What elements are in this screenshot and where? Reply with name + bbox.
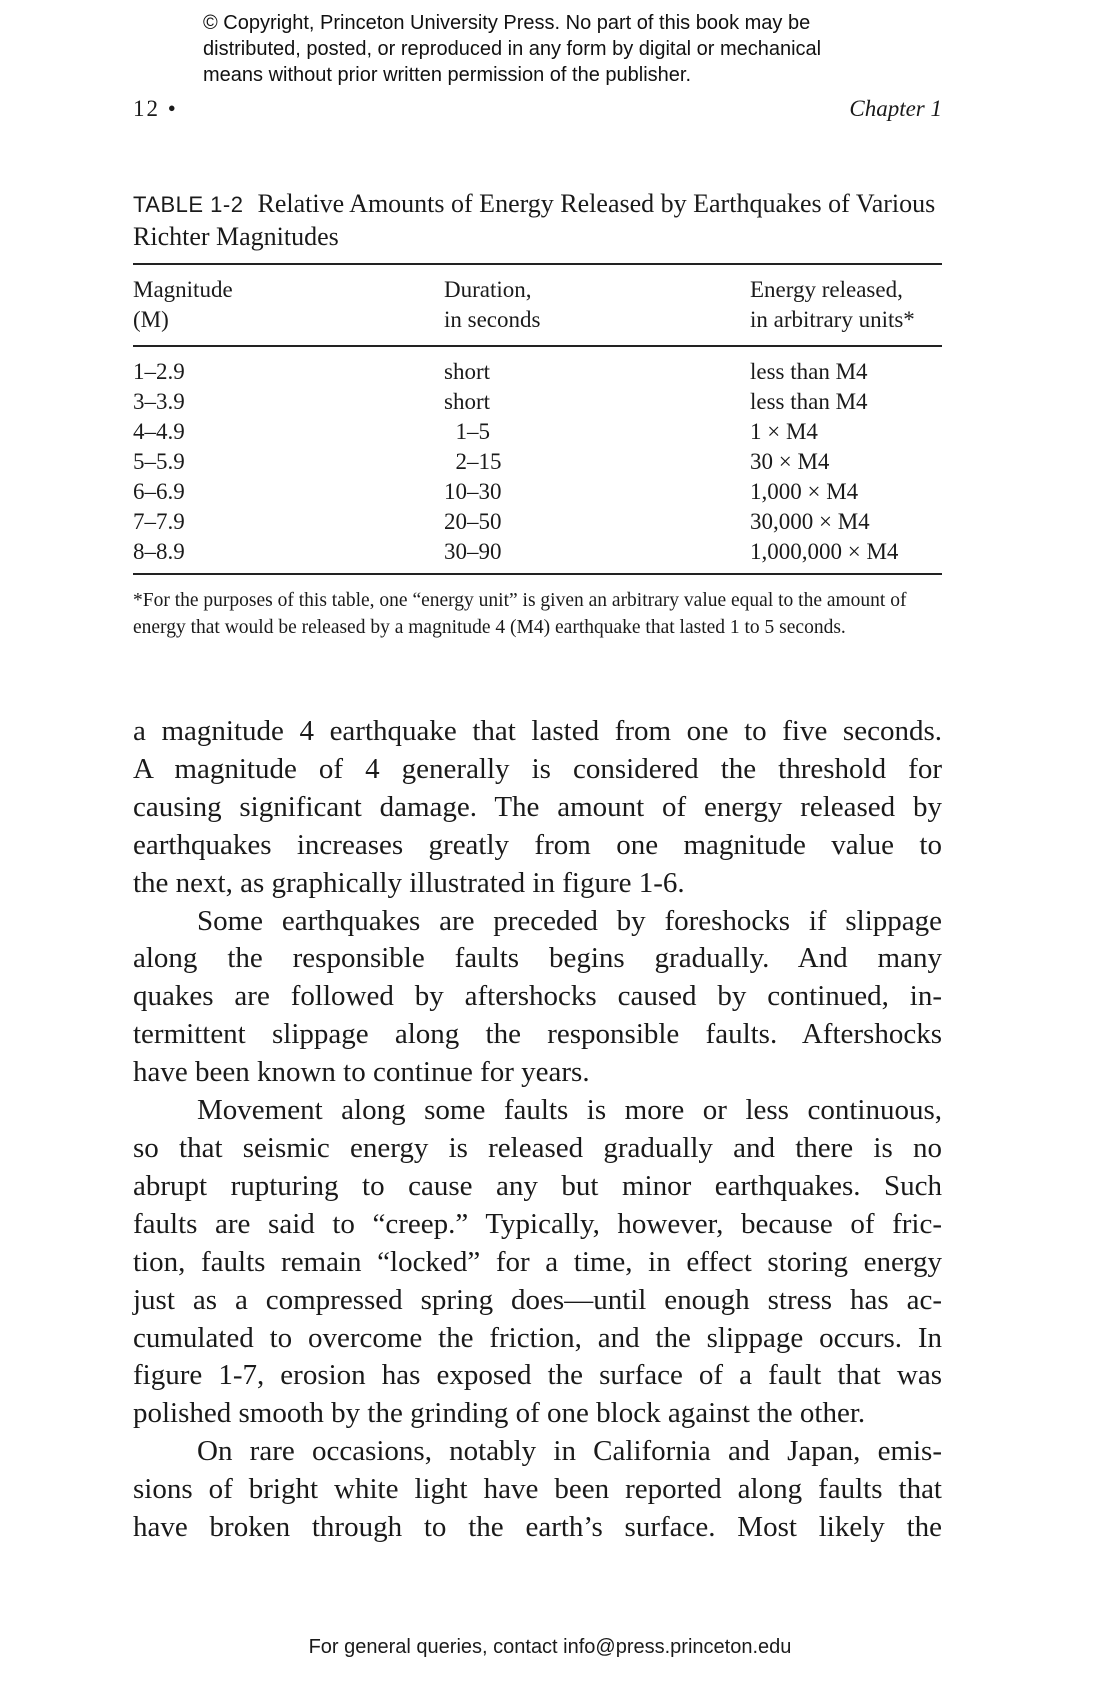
table-row — [133, 417, 942, 447]
text-line: earthquakes increases greatly from one magnitude value to — [133, 828, 942, 861]
table-body — [133, 357, 942, 567]
table-header-cell: Energy released, — [750, 277, 903, 302]
table-cell: 30–90 — [444, 539, 502, 564]
text-line: have broken through to the earth’s surface. Most likely the — [133, 1511, 942, 1544]
text-line: Some earthquakes are preceded by foreshocks if slippage — [197, 904, 942, 937]
text-line: a magnitude 4 earthquake that lasted from one to five seconds. — [133, 715, 942, 747]
table-row — [133, 537, 942, 567]
table-cell: 1–2.9 — [133, 359, 185, 384]
table-header-row — [133, 305, 942, 335]
text-line: On rare occasions, notably in California and Japan, emis- — [197, 1435, 942, 1468]
table-cell: 3–3.9 — [133, 389, 185, 414]
table-cell: 4–4.9 — [133, 419, 185, 444]
page-number: 12 • — [133, 96, 178, 121]
copyright-line: distributed, posted, or reproduced in any form by digital or mechanical — [203, 38, 822, 60]
table-row — [133, 507, 942, 537]
text-line: have been known to continue for years. — [133, 1056, 590, 1089]
table-label: TABLE 1-2 — [133, 192, 244, 217]
table-header-cell: Duration, — [444, 277, 532, 302]
table-cell: 1,000,000 × M4 — [750, 539, 899, 564]
text-line: causing significant damage. The amount of energy released by — [133, 790, 942, 823]
text-line: just as a compressed spring does—until enough stress has ac- — [133, 1283, 942, 1316]
table-cell: 30 × M4 — [750, 449, 830, 474]
table-cell: short — [444, 359, 490, 384]
table-bottom-rule — [133, 573, 942, 575]
table-row — [133, 477, 942, 507]
table-cell: 1 × M4 — [750, 419, 818, 444]
table-cell: 8–8.9 — [133, 539, 185, 564]
table-row — [133, 357, 942, 387]
table-top-rule — [133, 263, 942, 265]
table-cell: 20–50 — [444, 509, 502, 534]
text-line: A magnitude of 4 generally is considered the threshold for — [133, 752, 942, 785]
text-line: tion, faults remain “locked” for a time, in effect storing energy — [133, 1245, 942, 1278]
table-cell: less than M4 — [750, 389, 868, 414]
table-cell: 7–7.9 — [133, 509, 185, 534]
table-cell: short — [444, 389, 490, 414]
table-cell: 1–5 — [444, 419, 490, 444]
text-line: sions of bright white light have been reported along faults that — [133, 1473, 942, 1506]
copyright-line: means without prior written permission of the publisher. — [203, 64, 692, 86]
table-header-cell: in arbitrary units* — [750, 307, 915, 332]
text-line: the next, as graphically illustrated in figure 1-6. — [133, 866, 685, 899]
text-line: quakes are followed by aftershocks caused by continued, in- — [133, 980, 942, 1013]
table-footnote: *For the purposes of this table, one “energy unit” is given an arbitrary value equal to the amount of energy that would be released by a magnitude 4 (M4) earthquake that lasted 1 to 5 seconds. — [133, 590, 907, 638]
page-footer: For general queries, contact info@press.princeton.edu — [308, 1636, 792, 1658]
text-line: so that seismic energy is released gradually and there is no — [133, 1131, 942, 1164]
copyright-notice — [203, 10, 821, 88]
table-caption: Relative Amounts of Energy Released by Earthquakes of Various Richter Magnitudes — [133, 189, 936, 251]
table-header-cell: Magnitude — [133, 277, 233, 302]
text-line: polished smooth by the grinding of one block against the other. — [133, 1397, 866, 1430]
table-cell: 1,000 × M4 — [750, 479, 859, 504]
paragraph — [133, 1433, 942, 1547]
text-line: abrupt rupturing to cause any but minor earthquakes. Such — [133, 1169, 942, 1202]
table-cell: 30,000 × M4 — [750, 509, 870, 534]
table-cell: 10–30 — [444, 479, 502, 504]
copyright-line: © Copyright, Princeton University Press. No part of this book may be — [203, 12, 811, 34]
text-line: termittent slippage along the responsible faults. Aftershocks — [133, 1018, 942, 1051]
table-row — [133, 447, 942, 477]
table-cell: 6–6.9 — [133, 479, 185, 504]
table-header — [133, 275, 942, 335]
text-line: cumulated to overcome the friction, and the slippage occurs. In — [133, 1321, 942, 1354]
table-cell: 2–15 — [444, 449, 502, 474]
table-title — [133, 188, 942, 253]
table-header-rule — [133, 345, 942, 347]
table-cell: 5–5.9 — [133, 449, 185, 474]
chapter-label: Chapter 1 — [849, 96, 942, 121]
paragraph — [133, 903, 942, 1093]
body-text — [133, 713, 942, 1547]
text-line: faults are said to “creep.” Typically, however, because of fric- — [133, 1207, 942, 1240]
paragraph — [133, 713, 942, 903]
text-line: Movement along some faults is more or less continuous, — [197, 1094, 942, 1127]
table-header-row — [133, 275, 942, 305]
table-header-cell: in seconds — [444, 307, 541, 332]
paragraph — [133, 1092, 942, 1433]
table-header-cell: (M) — [133, 307, 169, 332]
table-row — [133, 387, 942, 417]
table-cell: less than M4 — [750, 359, 868, 384]
text-line: along the responsible faults begins gradually. And many — [133, 942, 942, 975]
text-line: figure 1-7, erosion has exposed the surface of a fault that was — [133, 1359, 942, 1392]
